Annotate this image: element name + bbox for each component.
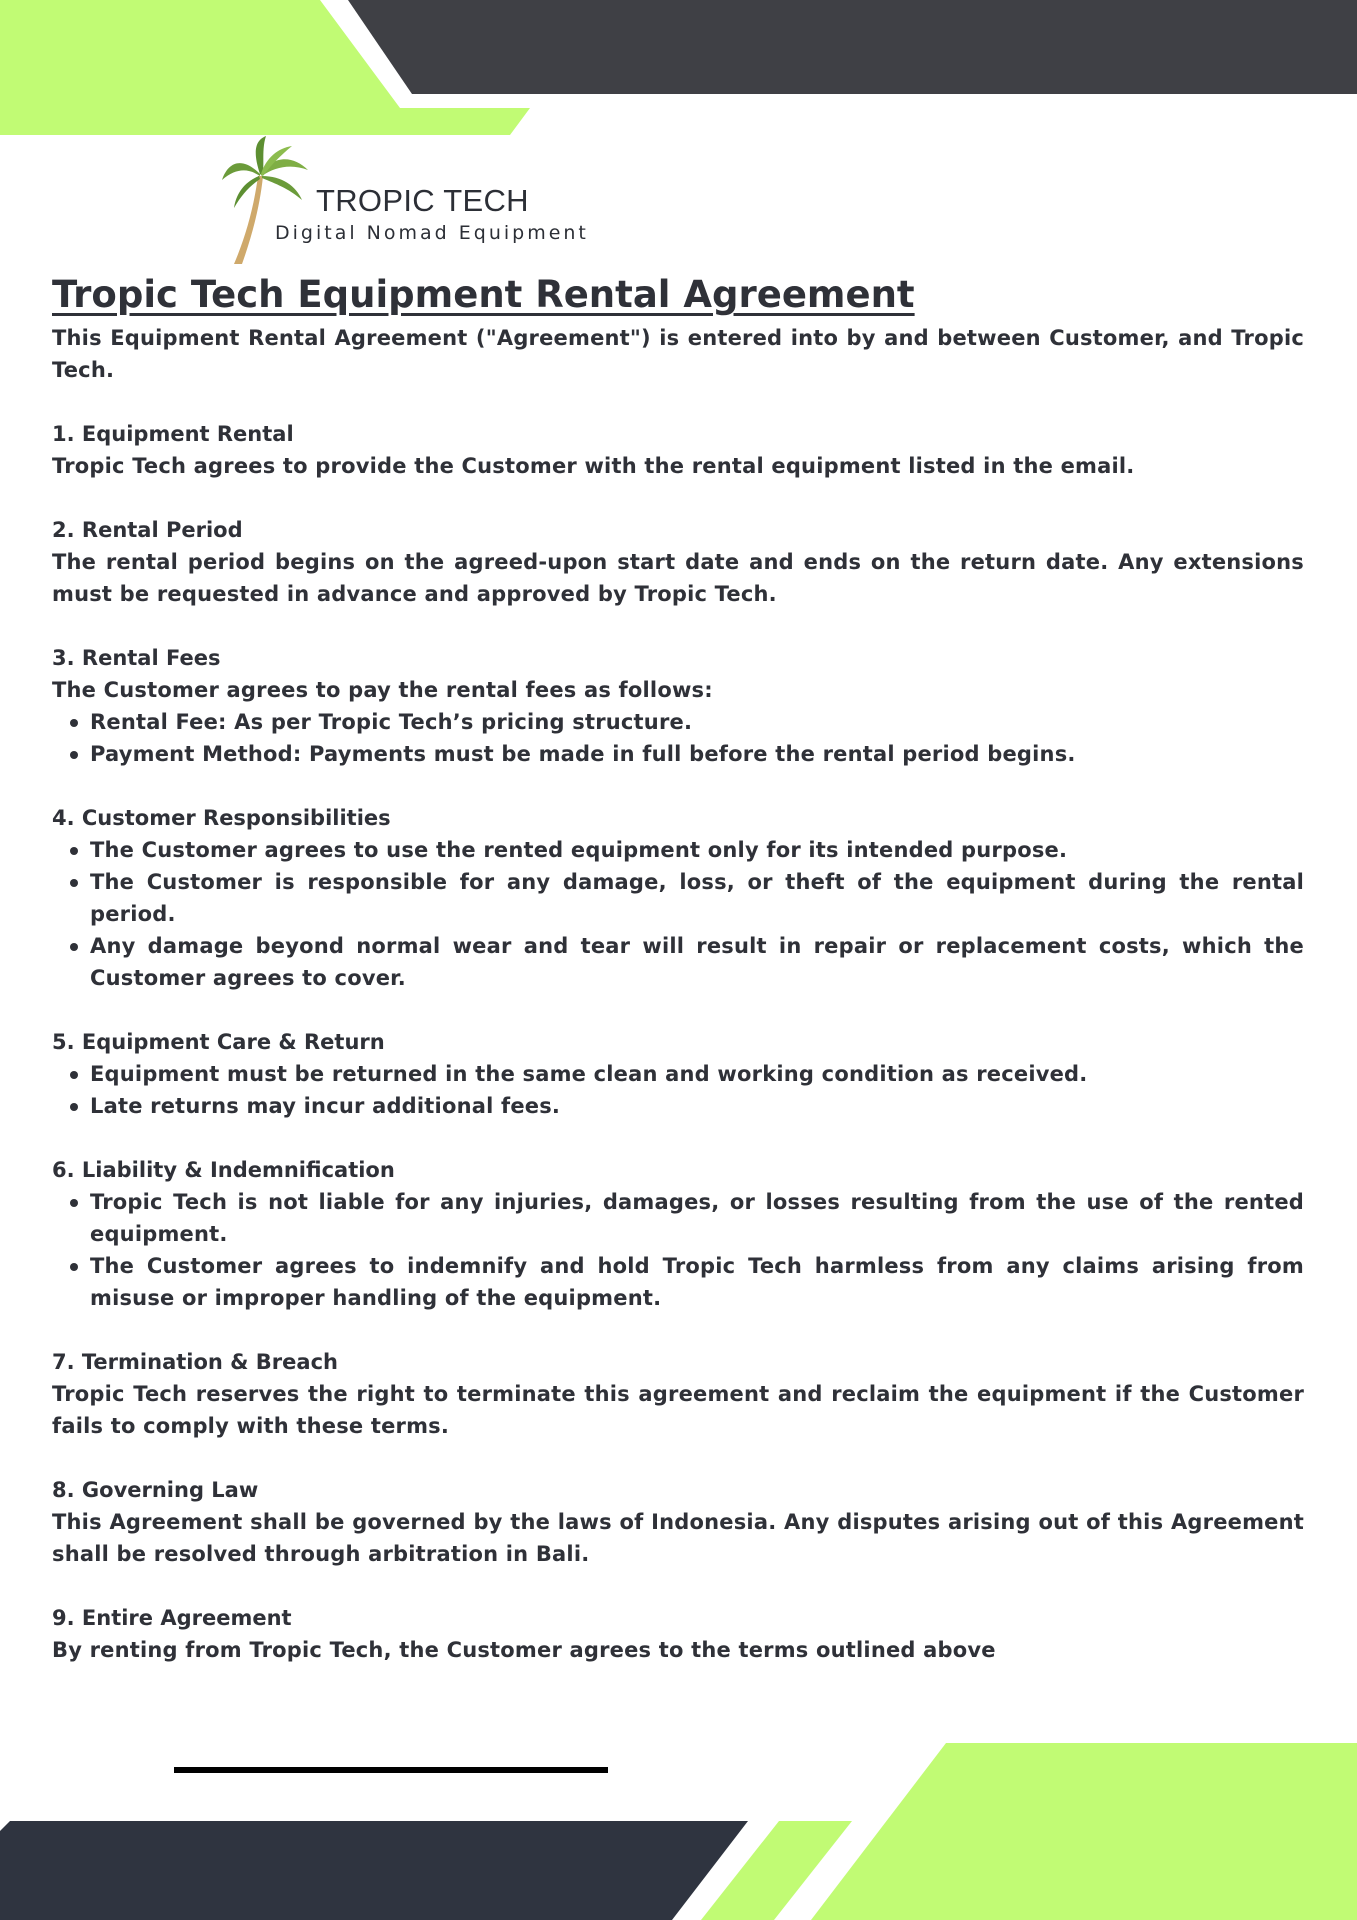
section-equipment-care-return — [52, 1026, 1304, 1122]
list-item-text: Any damage beyond normal wear and tear will result in repair or replacement costs, which the Customer agrees to cover. — [90, 934, 1304, 990]
bullet-icon — [70, 1103, 78, 1111]
section-heading: 3. Rental Fees — [52, 646, 221, 670]
section-text: By renting from Tropic Tech, the Customer agrees to the terms outlined above — [52, 1638, 996, 1662]
list-item-text: Tropic Tech is not liable for any injuries, damages, or losses resulting from the use of the rented equipment. — [90, 1190, 1304, 1246]
section-heading: 2. Rental Period — [52, 518, 243, 542]
bullet-icon — [70, 751, 78, 759]
list-item — [52, 1090, 1304, 1122]
bullet-list — [52, 834, 1304, 994]
section-text: The rental period begins on the agreed-upon start date and ends on the return date. Any extensions must be requested in advance and approved by Tropic Tech. — [52, 550, 1304, 606]
bullet-icon — [70, 847, 78, 855]
section-text: This Agreement shall be governed by the laws of Indonesia. Any disputes arising out of this Agreement shall be resolved through arbitration in Bali. — [52, 1510, 1304, 1566]
agreement-content — [52, 272, 1304, 1666]
list-item-text: Equipment must be returned in the same clean and working condition as received. — [90, 1062, 1088, 1086]
section-rental-period — [52, 514, 1304, 610]
bullet-icon — [70, 1263, 78, 1271]
list-item-text: The Customer is responsible for any damage, loss, or theft of the equipment during the rental period. — [90, 870, 1304, 926]
bullet-list — [52, 1058, 1304, 1122]
footer-dark-shape — [0, 1821, 748, 1920]
section-customer-responsibilities — [52, 802, 1304, 994]
bullet-icon — [70, 1071, 78, 1079]
section-text: Tropic Tech reserves the right to terminate this agreement and reclaim the equipment if the Customer fails to comply with these terms. — [52, 1382, 1304, 1438]
list-item — [52, 834, 1304, 866]
bullet-list — [52, 706, 1304, 770]
list-item — [52, 738, 1304, 770]
bullet-list — [52, 1186, 1304, 1314]
document-title: Tropic Tech Equipment Rental Agreement — [52, 273, 915, 316]
footer-green-stripe — [701, 1821, 852, 1920]
list-item — [52, 1058, 1304, 1090]
footer-green-shape-large — [811, 1743, 1357, 1920]
section-heading: 1. Equipment Rental — [52, 422, 294, 446]
section-entire-agreement — [52, 1602, 1304, 1666]
list-item — [52, 866, 1304, 930]
brand-tagline: Digital Nomad Equipment — [275, 222, 589, 244]
section-heading: 7. Termination & Breach — [52, 1350, 338, 1374]
bullet-icon — [70, 943, 78, 951]
header-decoration — [0, 0, 1357, 140]
list-item — [52, 1186, 1304, 1250]
section-heading: 5. Equipment Care & Return — [52, 1030, 385, 1054]
header-dark-band — [348, 0, 1357, 94]
signature-line — [174, 1767, 608, 1773]
section-liability-indemnification — [52, 1154, 1304, 1314]
brand-name: TROPIC TECH — [316, 183, 529, 218]
list-item-text: Payment Method: Payments must be made in full before the rental period begins. — [90, 742, 1076, 766]
list-item — [52, 1250, 1304, 1314]
section-text: Tropic Tech agrees to provide the Customer with the rental equipment listed in the email. — [52, 454, 1135, 478]
section-termination-breach — [52, 1346, 1304, 1442]
section-heading: 4. Customer Responsibilities — [52, 806, 391, 830]
intro-paragraph: This Equipment Rental Agreement ("Agreement") is entered into by and between Customer, and Tropic Tech. — [52, 326, 1304, 382]
bullet-icon — [70, 1199, 78, 1207]
section-rental-fees — [52, 642, 1304, 770]
section-heading: 8. Governing Law — [52, 1478, 259, 1502]
section-heading: 9. Entire Agreement — [52, 1606, 292, 1630]
list-item-text: The Customer agrees to use the rented equipment only for its intended purpose. — [90, 838, 1068, 862]
section-equipment-rental — [52, 418, 1304, 482]
list-item — [52, 706, 1304, 738]
list-item-text: The Customer agrees to indemnify and hold Tropic Tech harmless from any claims arising from misuse or improper handling of the equipment. — [90, 1254, 1304, 1310]
list-item-text: Late returns may incur additional fees. — [90, 1094, 561, 1118]
bullet-icon — [70, 719, 78, 727]
list-item-text: Rental Fee: As per Tropic Tech’s pricing structure. — [90, 710, 693, 734]
section-text: The Customer agrees to pay the rental fees as follows: — [52, 678, 713, 702]
bullet-icon — [70, 879, 78, 887]
section-heading: 6. Liability & Indemnification — [52, 1158, 395, 1182]
section-governing-law — [52, 1474, 1304, 1570]
palm-tree-icon — [222, 136, 312, 266]
list-item — [52, 930, 1304, 994]
